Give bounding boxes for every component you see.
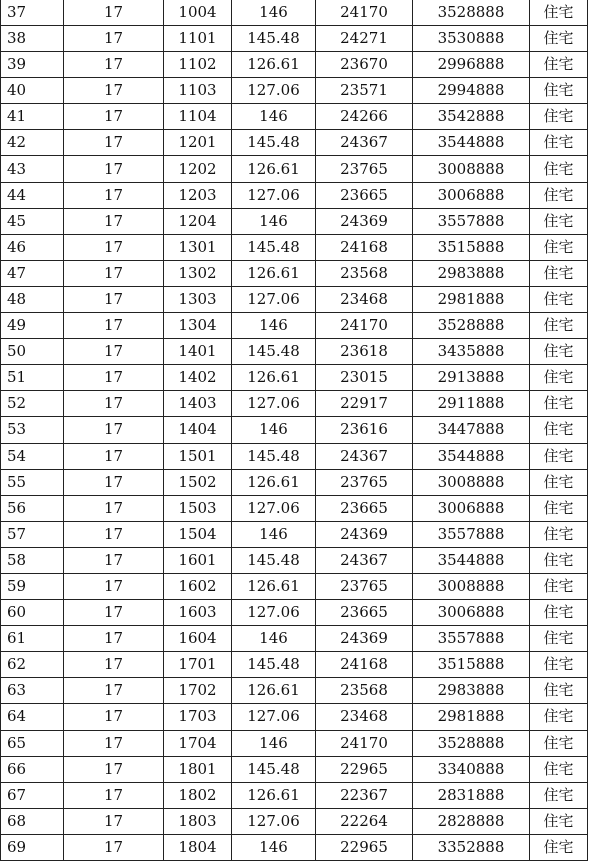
room-number-cell: 1603	[164, 600, 232, 626]
room-number-cell: 1204	[164, 208, 232, 234]
total-price-cell: 3006888	[413, 495, 530, 521]
area-cell: 126.61	[232, 469, 316, 495]
area-cell: 146	[232, 0, 316, 26]
room-number-cell: 1501	[164, 443, 232, 469]
row-number-cell: 41	[1, 104, 64, 130]
room-number-cell: 1004	[164, 0, 232, 26]
total-price-cell: 3528888	[413, 730, 530, 756]
building-cell: 17	[64, 600, 164, 626]
row-number-cell: 65	[1, 730, 64, 756]
unit-price-cell: 24170	[316, 730, 413, 756]
building-cell: 17	[64, 417, 164, 443]
usage-cell: 住宅	[530, 313, 588, 339]
row-number-cell: 55	[1, 469, 64, 495]
row-number-cell: 37	[1, 0, 64, 26]
unit-price-cell: 24369	[316, 208, 413, 234]
usage-cell: 住宅	[530, 0, 588, 26]
table-row	[1, 391, 588, 417]
total-price-cell: 2981888	[413, 286, 530, 312]
usage-cell: 住宅	[530, 600, 588, 626]
row-number-cell: 66	[1, 756, 64, 782]
area-cell: 146	[232, 208, 316, 234]
total-price-cell: 2983888	[413, 260, 530, 286]
room-number-cell: 1104	[164, 104, 232, 130]
table-row	[1, 0, 588, 26]
table-row	[1, 834, 588, 860]
table-row	[1, 339, 588, 365]
row-number-cell: 38	[1, 26, 64, 52]
room-number-cell: 1604	[164, 626, 232, 652]
room-number-cell: 1601	[164, 547, 232, 573]
area-cell: 146	[232, 626, 316, 652]
table-row	[1, 495, 588, 521]
total-price-cell: 3528888	[413, 313, 530, 339]
unit-price-cell: 23618	[316, 339, 413, 365]
table-row	[1, 521, 588, 547]
area-cell: 126.61	[232, 365, 316, 391]
total-price-cell: 2981888	[413, 704, 530, 730]
room-number-cell: 1402	[164, 365, 232, 391]
area-cell: 127.06	[232, 704, 316, 730]
unit-price-cell: 24367	[316, 443, 413, 469]
area-cell: 126.61	[232, 678, 316, 704]
usage-cell: 住宅	[530, 443, 588, 469]
building-cell: 17	[64, 130, 164, 156]
unit-price-cell: 23665	[316, 600, 413, 626]
usage-cell: 住宅	[530, 730, 588, 756]
building-cell: 17	[64, 234, 164, 260]
row-number-cell: 64	[1, 704, 64, 730]
table-row	[1, 782, 588, 808]
building-cell: 17	[64, 182, 164, 208]
usage-cell: 住宅	[530, 652, 588, 678]
building-cell: 17	[64, 365, 164, 391]
area-cell: 126.61	[232, 52, 316, 78]
total-price-cell: 3515888	[413, 234, 530, 260]
unit-price-cell: 23765	[316, 469, 413, 495]
unit-price-cell: 24369	[316, 521, 413, 547]
usage-cell: 住宅	[530, 52, 588, 78]
row-number-cell: 50	[1, 339, 64, 365]
total-price-cell: 3008888	[413, 573, 530, 599]
room-number-cell: 1203	[164, 182, 232, 208]
total-price-cell: 3008888	[413, 156, 530, 182]
usage-cell: 住宅	[530, 182, 588, 208]
unit-price-cell: 24170	[316, 313, 413, 339]
area-cell: 146	[232, 834, 316, 860]
table-row	[1, 730, 588, 756]
row-number-cell: 49	[1, 313, 64, 339]
row-number-cell: 56	[1, 495, 64, 521]
usage-cell: 住宅	[530, 104, 588, 130]
area-cell: 127.06	[232, 78, 316, 104]
room-number-cell: 1401	[164, 339, 232, 365]
table-row	[1, 652, 588, 678]
building-cell: 17	[64, 208, 164, 234]
row-number-cell: 43	[1, 156, 64, 182]
row-number-cell: 42	[1, 130, 64, 156]
table-row	[1, 156, 588, 182]
row-number-cell: 67	[1, 782, 64, 808]
total-price-cell: 3006888	[413, 182, 530, 208]
row-number-cell: 62	[1, 652, 64, 678]
room-number-cell: 1804	[164, 834, 232, 860]
row-number-cell: 58	[1, 547, 64, 573]
area-cell: 145.48	[232, 130, 316, 156]
building-cell: 17	[64, 0, 164, 26]
unit-price-cell: 24168	[316, 652, 413, 678]
room-number-cell: 1403	[164, 391, 232, 417]
area-cell: 127.06	[232, 286, 316, 312]
total-price-cell: 3557888	[413, 521, 530, 547]
usage-cell: 住宅	[530, 286, 588, 312]
area-cell: 145.48	[232, 26, 316, 52]
usage-cell: 住宅	[530, 495, 588, 521]
unit-price-cell: 22917	[316, 391, 413, 417]
row-number-cell: 61	[1, 626, 64, 652]
room-number-cell: 1302	[164, 260, 232, 286]
room-number-cell: 1303	[164, 286, 232, 312]
table-row	[1, 417, 588, 443]
room-number-cell: 1201	[164, 130, 232, 156]
area-cell: 145.48	[232, 652, 316, 678]
building-cell: 17	[64, 626, 164, 652]
building-cell: 17	[64, 286, 164, 312]
table-row	[1, 704, 588, 730]
area-cell: 146	[232, 104, 316, 130]
table-row	[1, 547, 588, 573]
usage-cell: 住宅	[530, 26, 588, 52]
area-cell: 126.61	[232, 782, 316, 808]
building-cell: 17	[64, 730, 164, 756]
building-cell: 17	[64, 104, 164, 130]
room-number-cell: 1702	[164, 678, 232, 704]
row-number-cell: 51	[1, 365, 64, 391]
usage-cell: 住宅	[530, 365, 588, 391]
area-cell: 146	[232, 730, 316, 756]
unit-price-cell: 22965	[316, 834, 413, 860]
building-cell: 17	[64, 391, 164, 417]
table-row	[1, 52, 588, 78]
unit-price-cell: 24367	[316, 547, 413, 573]
area-cell: 145.48	[232, 443, 316, 469]
total-price-cell: 3557888	[413, 626, 530, 652]
unit-price-cell: 24266	[316, 104, 413, 130]
room-number-cell: 1504	[164, 521, 232, 547]
room-number-cell: 1404	[164, 417, 232, 443]
unit-price-cell: 24168	[316, 234, 413, 260]
usage-cell: 住宅	[530, 756, 588, 782]
area-cell: 126.61	[232, 260, 316, 286]
building-cell: 17	[64, 521, 164, 547]
row-number-cell: 53	[1, 417, 64, 443]
total-price-cell: 3528888	[413, 0, 530, 26]
building-cell: 17	[64, 678, 164, 704]
area-cell: 127.06	[232, 600, 316, 626]
table-row	[1, 678, 588, 704]
row-number-cell: 44	[1, 182, 64, 208]
unit-price-cell: 23568	[316, 678, 413, 704]
usage-cell: 住宅	[530, 156, 588, 182]
usage-cell: 住宅	[530, 78, 588, 104]
row-number-cell: 63	[1, 678, 64, 704]
area-cell: 145.48	[232, 339, 316, 365]
usage-cell: 住宅	[530, 208, 588, 234]
row-number-cell: 60	[1, 600, 64, 626]
total-price-cell: 3340888	[413, 756, 530, 782]
usage-cell: 住宅	[530, 547, 588, 573]
usage-cell: 住宅	[530, 808, 588, 834]
usage-cell: 住宅	[530, 417, 588, 443]
table-row	[1, 182, 588, 208]
building-cell: 17	[64, 313, 164, 339]
total-price-cell: 3352888	[413, 834, 530, 860]
usage-cell: 住宅	[530, 678, 588, 704]
row-number-cell: 54	[1, 443, 64, 469]
total-price-cell: 3530888	[413, 26, 530, 52]
total-price-cell: 3008888	[413, 469, 530, 495]
row-number-cell: 59	[1, 573, 64, 599]
row-number-cell: 39	[1, 52, 64, 78]
usage-cell: 住宅	[530, 704, 588, 730]
unit-price-cell: 22965	[316, 756, 413, 782]
room-number-cell: 1602	[164, 573, 232, 599]
unit-price-cell: 23616	[316, 417, 413, 443]
room-number-cell: 1503	[164, 495, 232, 521]
total-price-cell: 2831888	[413, 782, 530, 808]
unit-price-cell: 23571	[316, 78, 413, 104]
table-row	[1, 130, 588, 156]
unit-price-cell: 24170	[316, 0, 413, 26]
area-cell: 146	[232, 313, 316, 339]
room-number-cell: 1304	[164, 313, 232, 339]
building-cell: 17	[64, 156, 164, 182]
area-cell: 146	[232, 521, 316, 547]
row-number-cell: 40	[1, 78, 64, 104]
table-row	[1, 286, 588, 312]
usage-cell: 住宅	[530, 521, 588, 547]
table-row	[1, 234, 588, 260]
area-cell: 126.61	[232, 156, 316, 182]
table-row	[1, 208, 588, 234]
room-number-cell: 1502	[164, 469, 232, 495]
building-cell: 17	[64, 469, 164, 495]
row-number-cell: 48	[1, 286, 64, 312]
room-number-cell: 1301	[164, 234, 232, 260]
building-cell: 17	[64, 260, 164, 286]
room-number-cell: 1803	[164, 808, 232, 834]
total-price-cell: 3544888	[413, 443, 530, 469]
row-number-cell: 69	[1, 834, 64, 860]
table-row	[1, 626, 588, 652]
unit-price-cell: 22367	[316, 782, 413, 808]
total-price-cell: 3447888	[413, 417, 530, 443]
usage-cell: 住宅	[530, 573, 588, 599]
table-row	[1, 78, 588, 104]
building-cell: 17	[64, 443, 164, 469]
building-cell: 17	[64, 652, 164, 678]
total-price-cell: 2983888	[413, 678, 530, 704]
unit-price-cell: 23765	[316, 573, 413, 599]
area-cell: 145.48	[232, 547, 316, 573]
usage-cell: 住宅	[530, 469, 588, 495]
building-cell: 17	[64, 704, 164, 730]
building-cell: 17	[64, 573, 164, 599]
table-row	[1, 26, 588, 52]
unit-price-cell: 24369	[316, 626, 413, 652]
building-cell: 17	[64, 834, 164, 860]
area-cell: 145.48	[232, 756, 316, 782]
total-price-cell: 2828888	[413, 808, 530, 834]
row-number-cell: 68	[1, 808, 64, 834]
table-row	[1, 443, 588, 469]
building-cell: 17	[64, 756, 164, 782]
price-list-body	[1, 0, 588, 861]
area-cell: 127.06	[232, 495, 316, 521]
table-row	[1, 573, 588, 599]
usage-cell: 住宅	[530, 391, 588, 417]
usage-cell: 住宅	[530, 626, 588, 652]
room-number-cell: 1101	[164, 26, 232, 52]
building-cell: 17	[64, 26, 164, 52]
table-row	[1, 260, 588, 286]
unit-price-cell: 23670	[316, 52, 413, 78]
usage-cell: 住宅	[530, 130, 588, 156]
unit-price-cell: 24367	[316, 130, 413, 156]
area-cell: 127.06	[232, 182, 316, 208]
building-cell: 17	[64, 782, 164, 808]
usage-cell: 住宅	[530, 834, 588, 860]
building-cell: 17	[64, 495, 164, 521]
unit-price-cell: 23665	[316, 495, 413, 521]
room-number-cell: 1801	[164, 756, 232, 782]
row-number-cell: 57	[1, 521, 64, 547]
building-cell: 17	[64, 808, 164, 834]
unit-price-cell: 23765	[316, 156, 413, 182]
row-number-cell: 47	[1, 260, 64, 286]
unit-price-cell: 24271	[316, 26, 413, 52]
total-price-cell: 2994888	[413, 78, 530, 104]
unit-price-cell: 22264	[316, 808, 413, 834]
table-row	[1, 313, 588, 339]
room-number-cell: 1701	[164, 652, 232, 678]
area-cell: 127.06	[232, 808, 316, 834]
building-cell: 17	[64, 52, 164, 78]
building-cell: 17	[64, 547, 164, 573]
building-cell: 17	[64, 78, 164, 104]
row-number-cell: 45	[1, 208, 64, 234]
usage-cell: 住宅	[530, 782, 588, 808]
table-row	[1, 365, 588, 391]
total-price-cell: 2996888	[413, 52, 530, 78]
total-price-cell: 3544888	[413, 130, 530, 156]
unit-price-cell: 23015	[316, 365, 413, 391]
usage-cell: 住宅	[530, 260, 588, 286]
table-row	[1, 104, 588, 130]
room-number-cell: 1103	[164, 78, 232, 104]
total-price-cell: 2911888	[413, 391, 530, 417]
total-price-cell: 3435888	[413, 339, 530, 365]
total-price-cell: 3544888	[413, 547, 530, 573]
table-row	[1, 808, 588, 834]
total-price-cell: 3006888	[413, 600, 530, 626]
room-number-cell: 1802	[164, 782, 232, 808]
area-cell: 127.06	[232, 391, 316, 417]
room-number-cell: 1202	[164, 156, 232, 182]
room-number-cell: 1703	[164, 704, 232, 730]
room-number-cell: 1704	[164, 730, 232, 756]
usage-cell: 住宅	[530, 339, 588, 365]
area-cell: 145.48	[232, 234, 316, 260]
area-cell: 146	[232, 417, 316, 443]
total-price-cell: 3515888	[413, 652, 530, 678]
table-row	[1, 600, 588, 626]
room-number-cell: 1102	[164, 52, 232, 78]
unit-price-cell: 23468	[316, 704, 413, 730]
usage-cell: 住宅	[530, 234, 588, 260]
area-cell: 126.61	[232, 573, 316, 599]
table-row	[1, 469, 588, 495]
row-number-cell: 52	[1, 391, 64, 417]
row-number-cell: 46	[1, 234, 64, 260]
total-price-cell: 3557888	[413, 208, 530, 234]
table-row	[1, 756, 588, 782]
unit-price-cell: 23468	[316, 286, 413, 312]
total-price-cell: 3542888	[413, 104, 530, 130]
unit-price-cell: 23568	[316, 260, 413, 286]
building-cell: 17	[64, 339, 164, 365]
total-price-cell: 2913888	[413, 365, 530, 391]
unit-price-cell: 23665	[316, 182, 413, 208]
